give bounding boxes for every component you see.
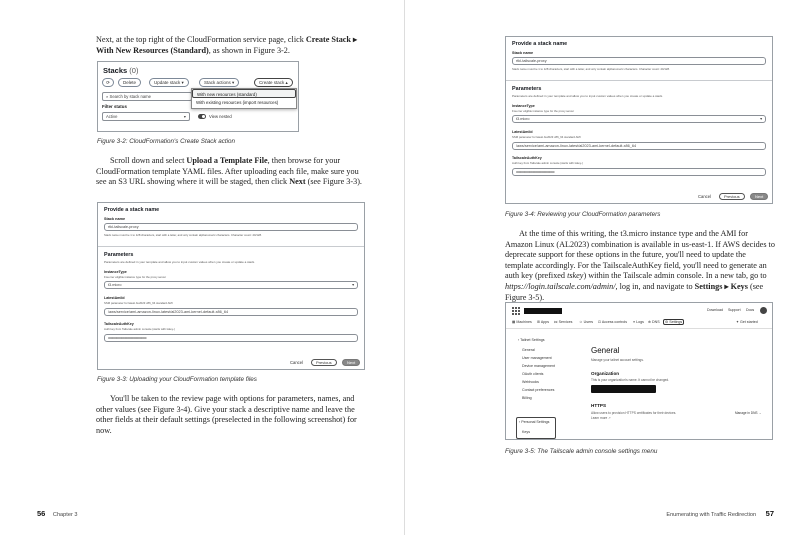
instance-type-label: InstanceType	[512, 104, 535, 108]
stacks-title	[103, 66, 138, 75]
nav-settings-label: Settings	[669, 320, 683, 324]
sidebar-item-webhooks[interactable]: Webhooks	[522, 380, 539, 384]
previous-button[interactable]: Previous	[719, 193, 745, 200]
para1-bold-2: With New Resources (Standard)	[96, 45, 209, 55]
divider	[98, 246, 364, 247]
redacted-tailnet-name	[524, 308, 562, 314]
nav-apps-label: Apps	[540, 320, 550, 324]
filter-status-select[interactable]	[102, 112, 190, 121]
chevron-down-icon: ▾	[760, 117, 762, 121]
update-label: Update stack	[154, 80, 181, 85]
tailscale-logo-icon	[512, 307, 520, 315]
para4-bold-2: Keys	[730, 281, 748, 291]
apps-icon: ⊞	[537, 320, 541, 324]
nav-machines-label: Machines	[516, 320, 532, 324]
parameters-title: Parameters	[512, 86, 542, 92]
stacks-count: (0)	[129, 66, 139, 75]
stack-name-hint: Stack name must be 1 to 128 characters, start with a letter, and only contain alphanumeric characters. Character count: 20/128.	[104, 233, 262, 237]
next-button[interactable]: Next	[750, 193, 768, 200]
auth-key-hint: Auth key from Tailscale admin console (starts with tskey-)	[512, 161, 583, 165]
users-icon: ☺	[579, 320, 583, 324]
divider	[506, 80, 772, 81]
para4-italic-1: tskey	[567, 271, 584, 281]
docs-link[interactable]: Docs	[746, 308, 755, 312]
right-page	[405, 0, 810, 535]
gear-icon: ⚙	[665, 320, 669, 324]
instance-type-label: InstanceType	[104, 270, 127, 274]
figure-3-5-caption: Figure 3-5: The Tailscale admin console settings menu	[505, 448, 658, 455]
stack-name-label: Stack name	[512, 51, 534, 55]
sidebar-item-device-management[interactable]: Device management	[522, 364, 555, 368]
para1-bold-1: Create Stack	[305, 35, 351, 44]
sidebar-item-general[interactable]: General	[522, 348, 535, 352]
para2-bold-1: Upload a Template File	[186, 156, 268, 165]
stack-name-input[interactable]: rtkl-tailscale-proxy	[104, 223, 358, 231]
provide-stack-name-title: Provide a stack name	[104, 207, 160, 213]
sidebar-item-user-management[interactable]: User management	[522, 356, 552, 360]
chapter-title: Enumerating with Traffic Redirection	[666, 512, 757, 518]
paragraph-create-stack	[96, 35, 366, 56]
learn-more-link[interactable]: Learn more ↗	[591, 416, 611, 420]
paragraph-review-page: You'll be taken to the review page with options for parameters, names, and other values (see Figure 3-4). Give your stack a descriptive name and leave the other fields at their default settings (preselected in the following screenshot) for now.	[96, 394, 357, 435]
delete-label: Delete	[123, 80, 137, 85]
page-number-56: 56	[37, 509, 46, 518]
sidebar-tailnet-settings-head	[518, 338, 545, 342]
organization-description: This is your organization's name. It cannot be changed.	[591, 378, 670, 382]
previous-button[interactable]: Previous	[311, 359, 337, 366]
parameters-description: Parameters are defined in your template and allow you to input custom values when you create or update a stack.	[104, 260, 255, 264]
nav-access-controls-label: Access controls	[601, 320, 627, 324]
back-arrow-icon: ‹	[519, 420, 521, 424]
https-title: HTTPS	[591, 403, 607, 408]
ami-hint: SSM parameter for latest AL2023 x86_64 standard AMI	[104, 301, 173, 305]
update-stack-button[interactable]	[149, 78, 189, 87]
ami-input[interactable]: /aws/service/ami-amazon-linux-latest/al2023-ami-kernel-default-x86_64	[104, 308, 358, 316]
auth-key-hint: Auth key from Tailscale admin console (starts with tskey-)	[104, 327, 175, 331]
sidebar-item-contact-preferences[interactable]: Contact preferences	[522, 388, 555, 392]
paragraph-auth-key	[505, 229, 775, 303]
parameters-description: Parameters are defined in your template and allow you to input custom values when you create or update a stack.	[512, 94, 663, 98]
sidebar-personal-settings-head	[519, 420, 549, 424]
chevron-up-icon: ▴	[285, 80, 288, 85]
view-nested-toggle[interactable]	[198, 114, 206, 119]
para2-text-3: (see Figure 3-3).	[305, 177, 362, 187]
create-stack-label: Create stack	[259, 80, 285, 85]
tailscale-screenshot	[505, 302, 773, 440]
stack-form-screenshot-2	[505, 36, 773, 204]
instance-type-value: t3.micro	[516, 117, 530, 121]
nav-logs[interactable]	[633, 320, 644, 324]
ami-label: LatestAmiId	[104, 296, 125, 300]
machines-icon: ▦	[512, 320, 516, 324]
nav-machines[interactable]	[512, 320, 532, 324]
globe-icon: ⊕	[648, 320, 652, 324]
logs-icon: ≡	[633, 320, 636, 324]
redacted-organization-name	[591, 385, 656, 393]
search-input[interactable]	[102, 92, 192, 101]
auth-key-label: TailscaleAuthKey	[512, 156, 542, 160]
nav-services-label: Services	[558, 320, 573, 324]
filter-status-label: Filter status	[102, 104, 127, 109]
ami-input[interactable]: /aws/service/ami-amazon-linux-latest/al2023-ami-kernel-default-x86_64	[512, 142, 766, 150]
cancel-button[interactable]: Cancel	[290, 360, 304, 365]
nav-settings[interactable]	[663, 319, 684, 325]
support-link[interactable]: Support	[728, 308, 741, 312]
menu-item-new-resources[interactable]: With new resources (standard)	[192, 89, 296, 98]
figure-3-4-caption: Figure 3-4: Reviewing your CloudFormation parameters	[505, 211, 661, 218]
instance-type-value: t3.micro	[108, 283, 122, 287]
nav-logs-label: Logs	[636, 320, 644, 324]
download-link[interactable]: Download	[707, 308, 723, 312]
nav-access-controls[interactable]	[598, 320, 627, 324]
menu-arrow-glyph: ▸	[353, 35, 358, 44]
sidebar-item-billing[interactable]: Billing	[522, 396, 532, 400]
nav-apps[interactable]	[537, 320, 549, 324]
auth-key-label: TailscaleAuthKey	[104, 322, 134, 326]
back-arrow-icon: ‹	[518, 338, 520, 342]
chevron-down-icon: ▾	[183, 114, 186, 119]
lock-icon: ⊡	[598, 320, 602, 324]
sidebar-item-oauth-clients[interactable]: OAuth clients	[522, 372, 544, 376]
search-placeholder: Search by stack name	[109, 94, 151, 99]
para4-text-1: At the time of this writing, the t3.micro instance type and the AMI for Amazon Linux (AL2023) combination is available in us-east-1. If AWS decides to deprecate support for these options in the future, you'll need to update the template accordingly. For the TailscaleAuthKey field, you'll need to generate an auth key (prefixed	[505, 229, 775, 281]
stack-actions-button[interactable]	[199, 78, 239, 87]
refresh-icon: ⟳	[106, 80, 110, 85]
stack-form-screenshot-1	[97, 202, 365, 370]
view-nested-label: View nested	[209, 114, 232, 119]
auth-key-input[interactable]: ••••••••••••••••••••••••••••••••••••••••••••••	[512, 168, 766, 176]
cancel-button[interactable]: Cancel	[698, 194, 712, 199]
chevron-down-icon: ▾	[181, 80, 184, 85]
page-number-57: 57	[765, 509, 774, 518]
stack-name-input[interactable]: rtkl-tailscale-proxy	[512, 57, 766, 65]
instance-type-select[interactable]	[104, 281, 358, 289]
figure-3-3-caption: Figure 3-3: Uploading your CloudFormation template files	[97, 376, 257, 383]
nav-dns-label: DNS	[652, 320, 660, 324]
para1-text-1: Next, at the top right of the CloudFormation service page, click	[96, 35, 306, 44]
general-title: General	[591, 346, 620, 355]
para2-text-1: Scroll down and select	[110, 156, 187, 165]
provide-stack-name-title: Provide a stack name	[512, 41, 568, 47]
sidebar-item-keys[interactable]: Keys	[522, 430, 530, 434]
get-started-link[interactable]	[736, 320, 758, 324]
organization-title: Organization	[591, 371, 620, 376]
stacks-screenshot	[97, 61, 299, 132]
nav-services[interactable]	[554, 320, 572, 324]
chapter-label: Chapter 3	[52, 512, 78, 518]
para4-bold-1: Settings	[694, 281, 723, 291]
stack-name-label: Stack name	[104, 217, 126, 221]
tailscale-admin-url: https://login.tailscale.com/admin/	[505, 281, 616, 291]
rocket-icon: ✦	[736, 320, 740, 324]
stack-actions-label: Stack actions	[204, 80, 231, 85]
stack-name-hint: Stack name must be 1 to 128 characters, start with a letter, and only contain alphanumeric characters. Character count: 20/128.	[512, 67, 670, 71]
personal-settings-box	[516, 417, 556, 439]
create-stack-menu	[191, 88, 297, 109]
nav-users[interactable]	[579, 320, 593, 324]
para2-text-2: , then browse for your CloudFormation template YAML files. After uploading each file, make sure you see an S3 URL showing where it will be staged, then click	[96, 156, 359, 187]
avatar[interactable]	[760, 307, 767, 314]
figure-3-2-caption: Figure 3-2: CloudFormation's Create Stack action	[97, 138, 236, 145]
instance-type-hint: Free tier eligible instance type for the proxy server	[512, 109, 575, 113]
filter-status-value: Active	[106, 114, 118, 119]
sidebar-head-label: Tailnet Settings	[520, 338, 545, 342]
para2-bold-2: Next	[289, 177, 306, 187]
menu-arrow-glyph: ▸	[724, 281, 729, 291]
stacks-title-text: Stacks	[103, 66, 128, 75]
personal-head-label: Personal Settings	[521, 420, 550, 424]
services-icon: ⋈	[554, 320, 558, 324]
chevron-down-icon: ▾	[352, 283, 354, 287]
refresh-button[interactable]	[102, 78, 114, 87]
para4-text-2: ) within the Tailscale admin console. In a new tab, go to	[583, 271, 767, 281]
manage-in-dns-link[interactable]: Manage in DNS →	[735, 411, 762, 415]
create-stack-button[interactable]	[254, 78, 293, 87]
instance-type-hint: Free tier eligible instance type for the proxy server	[104, 275, 167, 279]
nav-users-label: Users	[583, 320, 594, 324]
parameters-title: Parameters	[104, 252, 134, 258]
para4-text-4: (see Figure 3-5).	[505, 281, 764, 302]
search-icon: ⌕	[106, 94, 109, 99]
next-button[interactable]: Next	[342, 359, 360, 366]
https-description: Allow users to provision HTTPS certificates for their devices.	[591, 411, 677, 415]
instance-type-select[interactable]	[512, 115, 766, 123]
nav-dns[interactable]	[648, 320, 660, 324]
delete-button[interactable]	[118, 78, 141, 87]
right-footer	[666, 509, 774, 518]
paragraph-upload-template	[96, 156, 366, 188]
para4-text-3: , log in, and navigate to	[615, 281, 695, 291]
left-footer	[37, 509, 77, 518]
para1-text-2: , as shown in Figure 3-2.	[208, 45, 290, 55]
general-description: Manage your tailnet account settings.	[591, 358, 644, 362]
ami-hint: SSM parameter for latest AL2023 x86_64 standard AMI	[512, 135, 581, 139]
ami-label: LatestAmiId	[512, 130, 533, 134]
tailscale-header	[506, 303, 772, 329]
menu-item-existing-resources[interactable]: With existing resources (import resources)	[196, 99, 279, 105]
get-started-label: Get started	[740, 320, 758, 324]
auth-key-input[interactable]: ••••••••••••••••••••••••••••••••••••••••••••••	[104, 334, 358, 342]
chevron-down-icon: ▾	[232, 80, 235, 85]
